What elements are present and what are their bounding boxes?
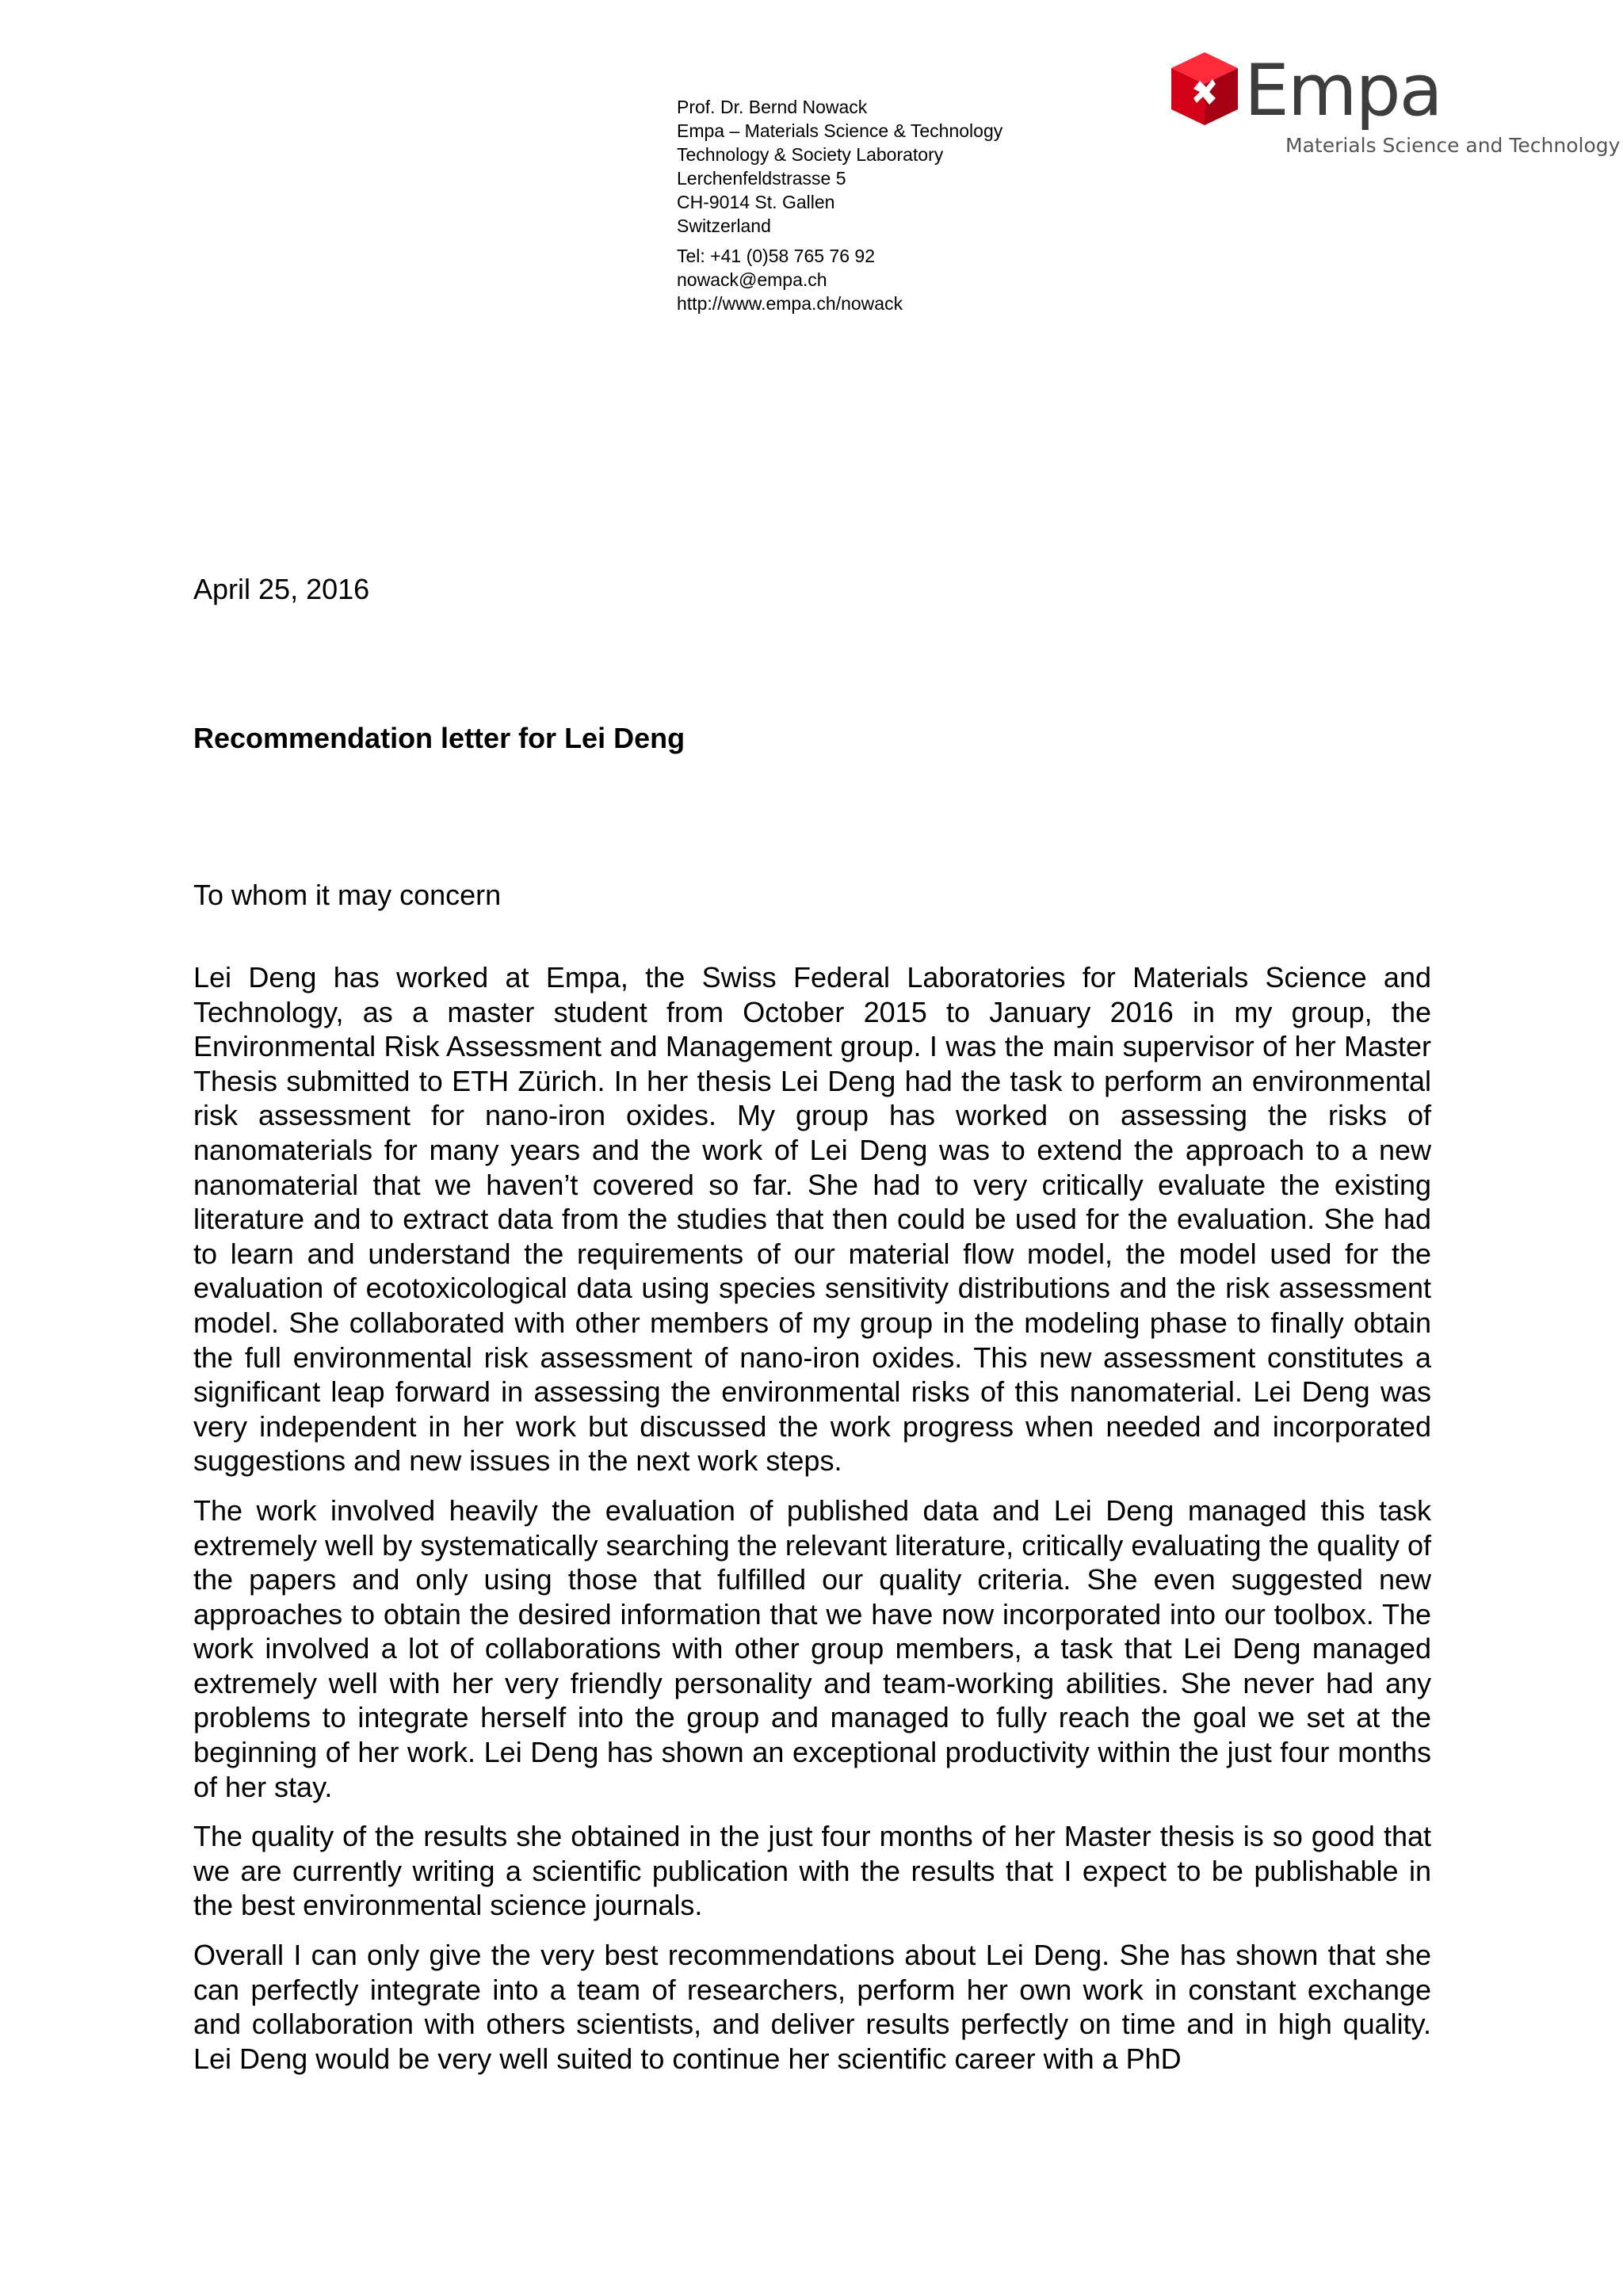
sender-organization: Empa – Materials Science & Technology: [677, 120, 1003, 141]
sender-phone: Tel: +41 (0)58 765 76 92: [677, 246, 875, 266]
letter-paragraph: The work involved heavily the evaluation of published data and Lei Deng managed this task extremely well by systematically searching the relevant literature, critically evaluating the quality of the papers and only using those that fulfilled our quality criteria. She even suggested new approaches to obtain the desired information that we have now incorporated into our toolbox. The work involved a lot of collaborations with other group members, a task that Lei Deng managed extremely well with her very friendly personality and team-working abilities. She never had any problems to integrate herself into the group and managed to fully reach the goal we set at the beginning of her work. Lei Deng has shown an exceptional productivity within the just four months of her stay.: [193, 1493, 1431, 1803]
letter-subject: Recommendation letter for Lei Deng: [193, 722, 685, 754]
sender-contact-block: [677, 244, 1089, 315]
sender-street: Lerchenfeldstrasse 5: [677, 168, 846, 189]
logo-tagline: Materials Science and Technology: [1285, 134, 1621, 157]
letter-body: [193, 960, 1431, 2091]
logo-wordmark: Empa: [1244, 49, 1442, 132]
letter-paragraph: The quality of the results she obtained in the just four months of her Master thesis is so good that we are currently writing a scientific publication with the results that I expect to be publishable in the best environmental science journals.: [193, 1820, 1431, 1922]
sender-name: Prof. Dr. Bernd Nowack: [677, 97, 868, 117]
letter-paragraph: Lei Deng has worked at Empa, the Swiss Federal Laboratories for Materials Science and Technology, as a master student from October 2015 to January 2016 in my group, the Environmental Risk Assessment and Management group. I was the main supervisor of her Master Thesis submitted to ETH Zürich. In her thesis Lei Deng had the task to perform an environmental risk assessment for nano-iron oxides. My group has worked on assessing the risks of nanomaterials for many years and the work of Lei Deng was to extend the approach to a new nanomaterial that we haven’t covered so far. She had to very critically evaluate the existing literature and to extract data from the studies that then could be used for the evaluation. She had to learn and understand the requirements of our material flow model, the model used for the evaluation of ecotoxicological data using species sensitivity distributions and the risk assessment model. She collaborated with other members of my group in the modeling phase to finally obtain the full environmental risk assessment of nano-iron oxides. This new assessment constitutes a significant leap forward in assessing the environmental risks of this nanomaterial. Lei Deng was very independent in her work but discussed the work progress when needed and incorporated suggestions and new issues in the next work steps.: [193, 961, 1431, 1478]
sender-city: CH-9014 St. Gallen: [677, 192, 835, 212]
sender-laboratory: Technology & Society Laboratory: [677, 144, 944, 165]
empa-cube-logo-icon: [1167, 49, 1243, 128]
empa-logo: [1159, 44, 1621, 171]
letter-date: April 25, 2016: [193, 573, 370, 605]
letter-paragraph: Overall I can only give the very best recommendations about Lei Deng. She has shown that she can perfectly integrate into a team of researchers, perform her own work in constant exchange and collaboration with others scientists, and deliver results perfectly on time and in high quality. Lei Deng would be very well suited to continue her scientific career with a PhD: [193, 1939, 1431, 2075]
sender-country: Switzerland: [677, 215, 771, 236]
sender-address-block: [677, 95, 1089, 315]
letter-salutation: To whom it may concern: [193, 879, 502, 911]
sender-website[interactable]: http://www.empa.ch/nowack: [677, 293, 903, 314]
sender-email[interactable]: nowack@empa.ch: [677, 269, 827, 290]
